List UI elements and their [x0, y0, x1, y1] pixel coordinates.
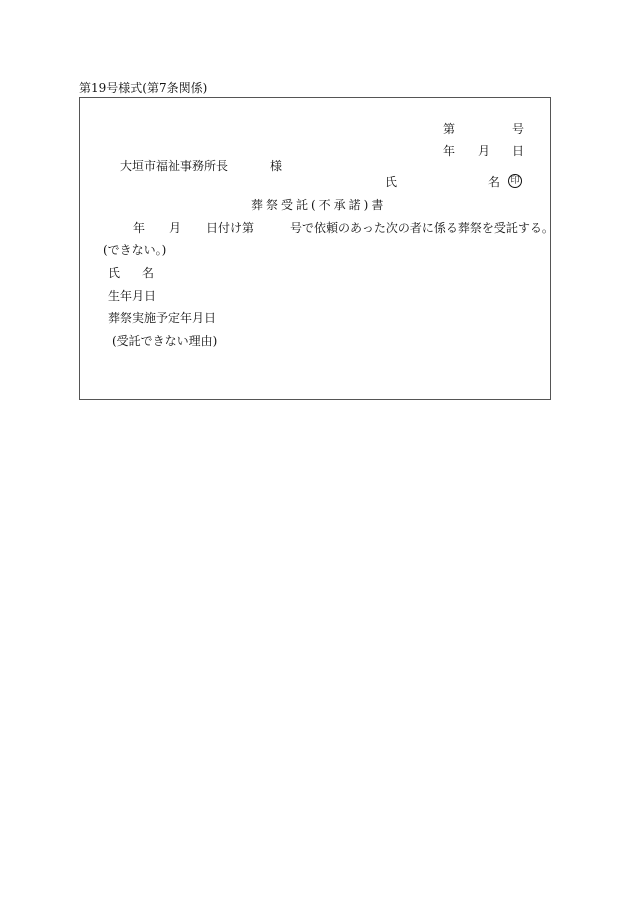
date-day: 日	[512, 144, 525, 158]
signer-name-left: 氏	[385, 175, 398, 189]
field-name-right: 名	[142, 266, 155, 280]
date-month: 月	[478, 144, 491, 158]
date-year: 年	[443, 144, 456, 158]
body-alt-text: (できない。)	[103, 243, 167, 257]
field-reason: (受託できない理由)	[112, 334, 218, 348]
signer-name-right: 名	[488, 175, 501, 189]
body-text: 号で依頼のあった次の者に係る葬祭を受託する。	[290, 221, 554, 235]
seal-icon: 印	[508, 174, 522, 188]
field-name-left: 氏	[108, 266, 121, 280]
honorific: 様	[270, 159, 283, 173]
form-number: 第19号様式(第7条関係)	[79, 81, 208, 95]
body-date-suffix: 日付け第	[206, 221, 255, 235]
field-birthdate: 生年月日	[108, 289, 157, 303]
body-year: 年	[133, 221, 146, 235]
field-funeral-date: 葬祭実施予定年月日	[108, 311, 217, 325]
document-title: 葬祭受託(不承諾)書	[251, 198, 387, 212]
addressee: 大垣市福祉事務所長	[120, 159, 229, 173]
number-prefix: 第	[443, 122, 456, 136]
body-month: 月	[169, 221, 182, 235]
number-suffix: 号	[512, 122, 525, 136]
